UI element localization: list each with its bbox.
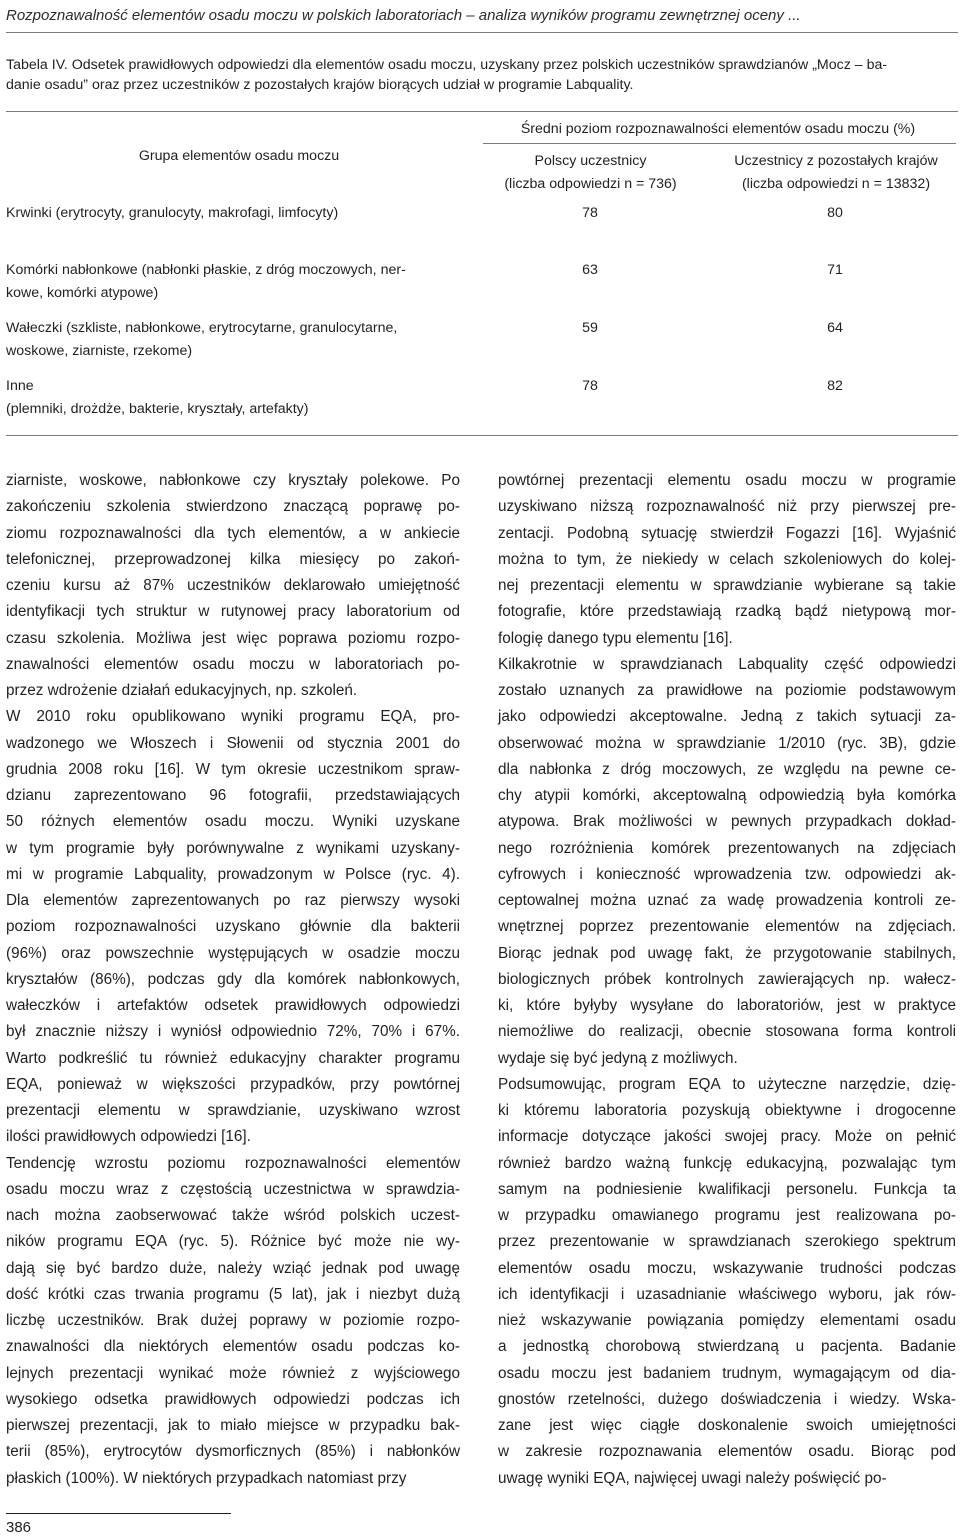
table-span-rule (483, 143, 956, 144)
row-value-other: 82 (827, 378, 843, 394)
body-text-line: kryształów (86%), podczas gdy dla komórek nabłonkowych, (6, 970, 460, 988)
body-text-line: Biorąc jednak pod uwagę fakt, że przygotowanie stabilnych, (498, 944, 956, 962)
body-text-line: również bardzo ważną funkcję edukacyjną, pozwalając tym (498, 1154, 956, 1172)
body-text-line: samym na podniesienie kwalifikacji personelu. Funkcja ta (498, 1180, 956, 1198)
body-text-line: w przypadku omawianego programu jest realizowana po- (498, 1207, 956, 1224)
body-text-line: zakończeniu szkolenia stwierdzono znaczącą poprawę po- (6, 498, 460, 516)
body-text-line: EQA, ponieważ w większości przypadków, przy powtórnej (6, 1075, 460, 1093)
body-text-line: telefonicznej, przeprowadzonej kilka miesięcy po zakoń- (6, 550, 460, 568)
body-text-line: Tendencję wzrostu poziomu rozpoznawalności elementów (6, 1154, 460, 1172)
body-text-line: niemożliwe do realizacji, obecnie stosowana forma kontroli (498, 1023, 956, 1041)
body-text-line: powtórnej prezentacji elementu osadu moczu w programie (498, 472, 956, 489)
body-text-line: ników programu EQA (ryc. 5). Różnice być może nie wy- (6, 1233, 460, 1251)
table-caption-line: danie osadu” oraz przez uczestników z pozostałych krajów biorących udział w programie Labquality. (6, 77, 634, 93)
body-text-line: Dla elementów zaprezentowanych po raz pierwszy wysoki (6, 892, 460, 909)
body-text-line: nież wskazywanie powiązania pomiędzy elementami osadu (498, 1312, 956, 1329)
body-text-line: wałeczków i artefaktów odsetek prawidłowych odpowiedzi (6, 997, 460, 1014)
row-value-other: 64 (827, 320, 843, 336)
row-label (6, 375, 309, 421)
running-header: Rozpoznawalność elementów osadu moczu w polskich laboratoriach – analiza wyników programu zewnętrznej oceny ... (6, 7, 801, 24)
body-text-line: ilości prawidłowych odpowiedzi [16]. (6, 1128, 251, 1146)
row-value-pl: 59 (582, 320, 598, 336)
row-label-line: Komórki nabłonkowe (nabłonki płaskie, z dróg moczowych, ner- (6, 262, 406, 278)
row-label (6, 259, 406, 305)
table-caption (6, 55, 956, 95)
row-label-line: Wałeczki (szkliste, nabłonkowe, erytrocytarne, granulocytarne, (6, 320, 398, 336)
body-text-line: ceptowalnej można uznać za wadę prowadzenia kontroli ze- (498, 892, 956, 909)
body-text-line: (96%) oraz powszechnie występujących w osadzie moczu (6, 944, 460, 962)
body-text-line: dają się być bardzo duże, należy wziąć jednak pod uwagę (6, 1259, 460, 1277)
body-text-line: osadu moczu jest badaniem trudnym, wymagającym od dia- (498, 1364, 956, 1382)
row-label-line: Inne (6, 378, 34, 394)
footnote-rule (6, 1513, 231, 1514)
body-text-line: dzianu zaprezentowano 96 fotografii, przedstawiających (6, 787, 460, 804)
table-col-header-pl (483, 150, 698, 196)
body-text-line: można to tym, że niekiedy w celach szkoleniowych do kolej- (498, 550, 956, 568)
body-text-line: czeniu kursu aż 87% uczestników deklarowało umiejętność (6, 577, 460, 594)
body-text-line: obserwować można w sprawdzianie 1/2010 (ryc. 3B), gdzie (498, 734, 956, 752)
table-top-rule (6, 111, 958, 112)
body-text-line: wysokiego odsetka prawidłowych odpowiedzi podczas ich (6, 1390, 460, 1408)
body-text-line: liczbę uczestników. Brak dużej poprawy w poziomie rozpo- (6, 1312, 460, 1329)
row-value-other: 71 (827, 262, 843, 278)
row-label-line: woskowe, ziarniste, rzekome) (6, 343, 193, 359)
col-header-line: Uczestnicy z pozostałych krajów (734, 153, 938, 169)
page-number: 386 (6, 1519, 32, 1536)
body-text-line: płaskich (100%). W niektórych przypadkach natomiast przy (6, 1469, 407, 1487)
body-text-line: przez prezentowanie w sprawdzianach szerokiego spektrum (498, 1233, 956, 1251)
body-text-line: wadzonego we Włoszech i Słowenii od stycznia 2001 do (6, 734, 460, 752)
body-text-line: w tym programie były porównywalne z wynikami uzyskany- (6, 839, 460, 857)
body-text-line: elementów osadu moczu, wskazywanie trudności podczas (498, 1259, 956, 1277)
body-text-line: W 2010 roku opublikowano wyniki programu EQA, pro- (6, 708, 460, 726)
body-text-line: Kilkakrotnie w sprawdzianach Labquality część odpowiedzi (498, 655, 956, 673)
body-text-line: identyfikacji tych struktur w rutynowej pracy laboratorium od (6, 603, 460, 621)
body-text-line: pierwszej prezentacji, jak to miało miejsce w przypadku bak- (6, 1417, 460, 1434)
body-text-line: biologicznych próbek kontrolnych zawierających np. wałecz- (498, 970, 956, 988)
body-text-line: uzyskiwano niższą rozpoznawalność niż przy pierwszej pre- (498, 498, 956, 516)
row-value-pl: 78 (582, 205, 598, 221)
body-text-line: atypowa. Brak możliwości w pewnych przypadkach dokład- (498, 813, 956, 831)
body-text-line: dość krótki czas trwania programu (5 lat), jak i niezbyt dużą (6, 1285, 460, 1303)
body-text-line: mi w programie Labquality, prowadzonym w Polsce (ryc. 4). (6, 865, 460, 883)
body-text-line: poziom rozpoznawalności uzyskano głównie dla bakterii (6, 918, 460, 936)
row-label-line: kowe, komórki atypowe) (6, 285, 159, 301)
body-text-line: zentacji. Podobną sytuację stwierdził Fogazzi [16]. Wyjaśnić (498, 524, 956, 542)
body-text-line: ich identyfikacji i uzasadnianie właściwego wyboru, jak rów- (498, 1285, 956, 1303)
body-text-line: znawalności elementów osadu moczu w laboratoriach po- (6, 655, 460, 673)
row-value-pl: 78 (582, 378, 598, 394)
row-label (6, 317, 397, 363)
body-text-line: informacje dotyczące jakości swojej pracy. Może on pełnić (498, 1128, 956, 1146)
row-label: Krwinki (erytrocyty, granulocyty, makrofagi, limfocyty) (6, 205, 339, 221)
body-column-left (6, 468, 460, 1492)
body-text-line: nego rozróżnienia komórek prezentowanych na zdjęciach (498, 839, 956, 857)
body-text-line: 50 różnych elementów osadu moczu. Wyniki uzyskane (6, 813, 460, 831)
body-text-line: prezentacji elementu w sprawdzianie, uzyskiwano wzrost (6, 1102, 460, 1119)
body-text-line: znawalności dla niektórych elementów osadu podczas ko- (6, 1338, 460, 1356)
col-header-line: Polscy uczestnicy (534, 153, 647, 169)
body-text-line: grudnia 2008 roku [16]. W tym okresie uczestnikom spraw- (6, 760, 460, 778)
col-header-line: (liczba odpowiedzi n = 13832) (741, 176, 931, 192)
body-text-line: terii (85%), erytrocytów dysmorficznych (85%) i nabłonków (6, 1443, 460, 1461)
body-text-line: ki któremu laboratoria pozyskują obiektywne i drogocenne (498, 1102, 956, 1119)
body-text-line: a jednostką chorobową stwierdzaną u pacjenta. Badanie (498, 1338, 956, 1356)
body-text-line: chy atypii komórki, akceptowalną odpowiedzią była komórka (498, 787, 956, 804)
body-text-line: zane jest więc ciągłe doskonalenie swoich umiejętności (498, 1417, 956, 1434)
body-text-line: uwagę wyniki EQA, najwięcej uwagi należy poświęcić po- (498, 1469, 887, 1487)
col-header-line: (liczba odpowiedzi n = 736) (504, 176, 677, 192)
body-text-line: ziomu rozpoznawalności dla tych elementów, a w ankiecie (6, 524, 460, 542)
body-text-line: czasu szkolenia. Możliwa jest więc poprawa poziomu rozpo- (6, 629, 460, 647)
row-label-line: (plemniki, drożdże, bakterie, kryształy, artefakty) (6, 401, 309, 417)
body-text-line: dla nabłonka z dróg moczowych, ze względu na pewne ce- (498, 760, 956, 778)
body-text-line: ziarniste, woskowe, nabłonkowe czy kryształy polekowe. Po (6, 472, 460, 489)
body-text-line: fologię danego typu elementu [16]. (498, 629, 733, 647)
body-column-right (498, 468, 956, 1492)
body-text-line: ki, które byłyby wysyłane do laboratoriów, jest w praktyce (498, 997, 956, 1014)
body-text-line: osadu moczu wraz z częstością uczestnictwa w sprawdzia- (6, 1180, 460, 1198)
row-value-other: 80 (827, 205, 843, 221)
body-text-line: zostało uznanych za prawidłowe na poziomie podstawowym (498, 682, 956, 699)
body-text-line: cyfrowych i konieczność wprowadzenia tzw. odpowiedzi ak- (498, 865, 956, 883)
table-group-header: Grupa elementów osadu moczu (138, 148, 340, 164)
header-rule (6, 32, 958, 33)
body-text-line: w zakresie rozpoznawania elementów osadu. Biorąc pod (498, 1443, 956, 1461)
body-text-line: gnostów rzetelności, dużego doświadczenia i wiedzy. Wska- (498, 1390, 956, 1408)
body-text-line: nej prezentacji elementu w sprawdzianie wybierane są takie (498, 577, 956, 594)
body-text-line: przez wdrożenie działań edukacyjnych, np. szkoleń. (6, 682, 358, 699)
body-text-line: jako odpowiedzi akceptowalne. Jedną z takich sytuacji za- (498, 708, 956, 726)
body-text-line: był znacznie niższy i wyniósł odpowiednio 72%, 70% i 67%. (6, 1023, 460, 1041)
table-caption-line: Tabela IV. Odsetek prawidłowych odpowiedzi dla elementów osadu moczu, uzyskany przez polskich uczestników sprawdzianów „Mocz – ba- (6, 57, 888, 73)
row-value-pl: 63 (582, 262, 598, 278)
table-col-header-other (716, 150, 956, 196)
body-text-line: wnętrznej poprzez prezentowanie elementów na zdjęciach. (498, 918, 956, 936)
table-bottom-rule (6, 435, 958, 436)
body-text-line: Podsumowując, program EQA to użyteczne narzędzie, dzię- (498, 1075, 956, 1093)
body-text-line: fotografie, które przedstawiają rzadką bądź nietypową mor- (498, 603, 956, 621)
body-text-line: wydaje się być jedyną z możliwych. (498, 1049, 738, 1067)
body-text-line: nach można zaobserwować także wśród polskich uczest- (6, 1207, 460, 1224)
body-text-line: Warto podkreślić tu również edukacyjny charakter programu (6, 1049, 460, 1067)
body-text-line: lejnych prezentacji wynikać może również z wyjściowego (6, 1364, 460, 1382)
table-span-header: Średni poziom rozpoznawalności elementów osadu moczu (%) (520, 121, 916, 137)
